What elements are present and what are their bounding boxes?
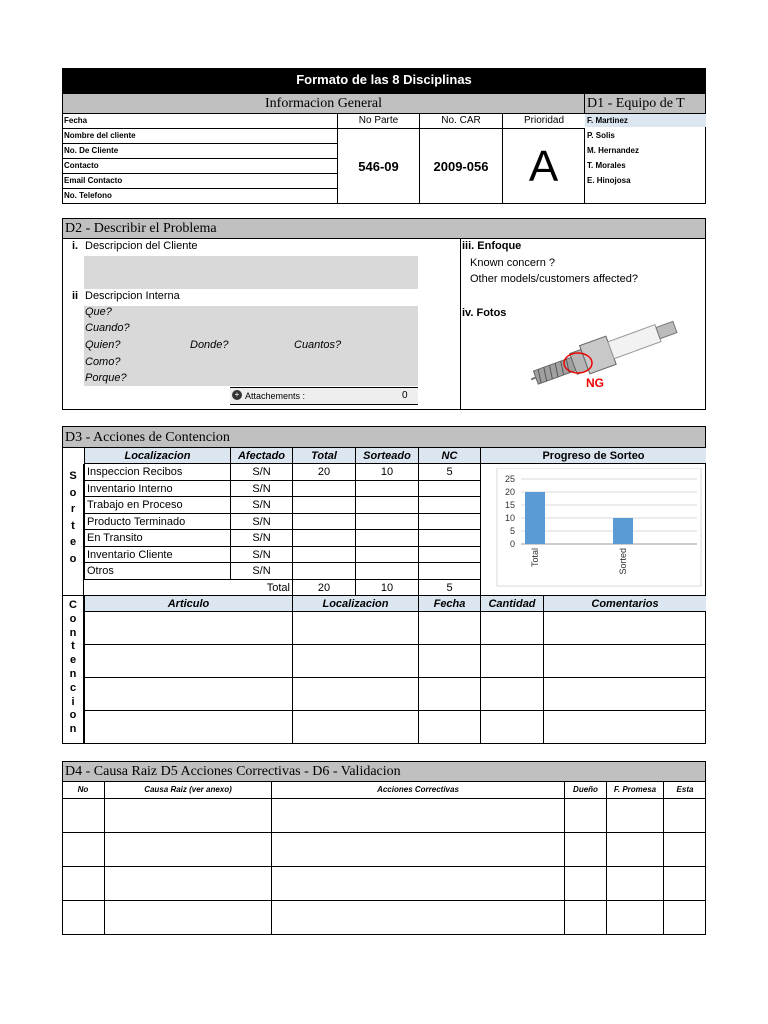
sort-cell[interactable] — [355, 547, 418, 564]
sort-vertical-label — [62, 464, 84, 596]
enfoque-q1: Known concern ? — [470, 257, 555, 269]
vertical-letter: e — [69, 536, 77, 548]
d4-cell[interactable] — [104, 867, 271, 901]
question-quien: Quien? — [85, 339, 121, 351]
sort-cell[interactable] — [355, 497, 418, 514]
d1-members — [585, 114, 706, 204]
contention-table — [62, 596, 706, 744]
sort-cell[interactable] — [418, 514, 480, 531]
d4-header: D4 - Causa Raiz D5 Acciones Correctivas - D6 - Validacion — [62, 761, 706, 782]
sort-progress-chart — [483, 468, 703, 588]
d4-col-header: No — [62, 782, 104, 799]
contention-cell[interactable] — [418, 711, 480, 744]
d4-cell[interactable] — [564, 901, 606, 935]
vertical-letter: n — [69, 626, 77, 639]
sort-col-header: NC — [418, 448, 480, 464]
sort-cell[interactable]: S/N — [230, 563, 292, 580]
contention-cell[interactable] — [418, 645, 480, 678]
general-field-label: Fecha — [62, 114, 337, 129]
sort-cell[interactable] — [355, 530, 418, 547]
d4-cell[interactable] — [271, 901, 564, 935]
priority-value: A — [502, 129, 585, 204]
d4-cell[interactable] — [564, 867, 606, 901]
contention-cell[interactable] — [418, 612, 480, 645]
sort-cell[interactable] — [292, 547, 355, 564]
sort-cell[interactable]: 20 — [292, 464, 355, 481]
contention-cell[interactable] — [543, 612, 706, 645]
question-porque: Porque? — [85, 372, 127, 384]
d2-i-num: i. — [72, 240, 79, 252]
sort-cell[interactable]: S/N — [230, 497, 292, 514]
vertical-letter: r — [70, 503, 76, 515]
contention-cell[interactable] — [84, 678, 292, 711]
sort-cell[interactable]: S/N — [230, 464, 292, 481]
d4-col-header: Dueño — [564, 782, 606, 799]
sort-col-header: Afectado — [230, 448, 292, 464]
chart-bar — [525, 492, 545, 544]
totals-label: Total — [266, 581, 290, 594]
vertical-letter: o — [69, 612, 77, 625]
sort-table — [62, 448, 706, 596]
car-label: No. CAR — [419, 114, 502, 129]
vertical-letter: n — [69, 667, 77, 680]
contention-cell[interactable] — [543, 678, 706, 711]
d4-cell[interactable] — [606, 799, 663, 833]
customer-description-box[interactable] — [84, 256, 418, 289]
sort-cell[interactable] — [418, 530, 480, 547]
contention-col-header: Fecha — [418, 596, 480, 612]
d4-cell[interactable] — [606, 901, 663, 935]
chart-bar — [613, 518, 633, 544]
d4-cell[interactable] — [271, 799, 564, 833]
part-value: 546-09 — [337, 129, 419, 204]
contention-vertical-label — [62, 596, 84, 744]
d4-cell[interactable] — [564, 799, 606, 833]
contention-cell[interactable] — [84, 612, 292, 645]
question-como: Como? — [85, 356, 121, 368]
vertical-letter: o — [69, 486, 77, 499]
sort-cell[interactable]: S/N — [230, 547, 292, 564]
d4-cell[interactable] — [663, 833, 706, 867]
question-cuantos: Cuantos? — [294, 339, 342, 351]
d4-col-header: Esta — [663, 782, 706, 799]
d2-ii-label: Descripcion Interna — [85, 290, 180, 302]
contention-col-header: Localizacion — [292, 596, 418, 612]
sort-col-header: Localizacion — [84, 448, 230, 464]
sort-row-location: Otros — [84, 563, 230, 580]
sort-cell[interactable] — [418, 547, 480, 564]
sort-row-location: Inventario Cliente — [84, 547, 230, 564]
sort-row-location: En Transito — [84, 530, 230, 547]
contention-cell[interactable] — [292, 678, 418, 711]
d4-cell[interactable] — [606, 867, 663, 901]
contention-cell[interactable] — [543, 711, 706, 744]
contention-cell[interactable] — [543, 645, 706, 678]
question-cuando: Cuando? — [85, 322, 130, 334]
contention-col-header: Cantidad — [480, 596, 543, 612]
vertical-letter: C — [69, 599, 77, 611]
general-field-label: No. Telefono — [64, 191, 112, 200]
contention-cell[interactable] — [480, 612, 543, 645]
sort-row-location: Inventario Interno — [84, 481, 230, 498]
internal-description-box[interactable] — [84, 306, 418, 386]
contention-cell[interactable] — [480, 678, 543, 711]
sort-cell[interactable] — [418, 481, 480, 498]
contention-cell[interactable] — [480, 645, 543, 678]
sort-cell[interactable] — [292, 530, 355, 547]
vertical-letter: c — [69, 681, 77, 694]
sort-cell[interactable] — [292, 514, 355, 531]
sort-cell[interactable] — [418, 497, 480, 514]
d2-header: D2 - Describir el Problema — [62, 218, 706, 239]
sort-col-header: Sorteado — [355, 448, 418, 464]
enfoque-q2: Other models/customers affected? — [470, 273, 638, 285]
d4-cell[interactable] — [104, 799, 271, 833]
d4-cell[interactable] — [663, 867, 706, 901]
totals-sorteado: 10 — [355, 580, 418, 596]
d4-cell[interactable] — [663, 901, 706, 935]
d4-cell[interactable] — [271, 867, 564, 901]
d4-col-header: F. Promesa — [606, 782, 663, 799]
d4-cell[interactable] — [564, 833, 606, 867]
totals-nc: 5 — [418, 580, 480, 596]
vertical-letter: o — [69, 552, 77, 565]
ng-tag: NG — [586, 376, 604, 390]
d1-member: E. Hinojosa — [587, 176, 631, 185]
d3-header: D3 - Acciones de Contencion — [62, 426, 706, 448]
part-label: No Parte — [337, 114, 419, 129]
d1-member: M. Hernandez — [587, 146, 640, 155]
d4-table — [62, 782, 706, 935]
d4-cell[interactable] — [104, 901, 271, 935]
vertical-letter: i — [71, 695, 75, 708]
vertical-letter: e — [69, 654, 77, 667]
d4-cell[interactable] — [62, 901, 104, 935]
attachments-count: 0 — [402, 390, 408, 401]
sort-row-location: Producto Terminado — [84, 514, 230, 531]
sort-cell[interactable]: 5 — [418, 464, 480, 481]
contention-cell[interactable] — [84, 645, 292, 678]
chart-x-label: Total — [530, 548, 540, 568]
d1-member: P. Solis — [587, 131, 615, 140]
contention-cell[interactable] — [292, 645, 418, 678]
sort-cell[interactable] — [355, 563, 418, 580]
plus-icon: + — [232, 390, 242, 400]
d4-cell[interactable] — [62, 867, 104, 901]
vertical-letter: t — [71, 519, 75, 532]
general-field-label: Nombre del cliente — [62, 129, 337, 144]
sort-row-location: Trabajo en Proceso — [84, 497, 230, 514]
d1-member: F. Martinez — [587, 116, 628, 125]
general-fields — [62, 114, 337, 204]
chart-y-tick: 25 — [504, 474, 515, 484]
contention-cell[interactable] — [292, 612, 418, 645]
vertical-letter: n — [69, 723, 77, 736]
contention-cell[interactable] — [292, 711, 418, 744]
sort-cell[interactable]: 10 — [355, 464, 418, 481]
vertical-letter: S — [69, 470, 77, 482]
chart-y-tick: 15 — [504, 500, 515, 510]
chart-y-tick: 5 — [509, 526, 515, 536]
car-value: 2009-056 — [419, 129, 502, 204]
sort-cell[interactable] — [355, 514, 418, 531]
contention-cell[interactable] — [418, 678, 480, 711]
general-field-label: No. De Cliente — [62, 144, 337, 159]
contention-col-header: Comentarios — [543, 596, 706, 612]
fotos-label: iv. Fotos — [462, 307, 507, 319]
d4-cell[interactable] — [606, 833, 663, 867]
general-field-label: Contacto — [62, 159, 337, 174]
d4-cell[interactable] — [663, 799, 706, 833]
chart-divider — [480, 464, 481, 596]
d4-cell[interactable] — [104, 833, 271, 867]
d2-i-label: Descripcion del Cliente — [85, 240, 198, 252]
attachments-row[interactable] — [230, 387, 418, 405]
priority-label: Prioridad — [502, 114, 585, 129]
sort-cell[interactable]: S/N — [230, 481, 292, 498]
sort-row-location: Inspeccion Recibos — [84, 464, 230, 481]
contention-cell[interactable] — [480, 711, 543, 744]
chart-y-tick: 20 — [504, 487, 515, 497]
enfoque-label: iii. Enfoque — [462, 240, 522, 252]
d1-member: T. Morales — [587, 161, 626, 170]
d2-ii-num: ii — [72, 290, 79, 302]
vertical-letter: t — [71, 640, 75, 653]
question-que: Que? — [85, 306, 112, 318]
d4-cell[interactable] — [62, 799, 104, 833]
chart-y-tick: 0 — [509, 539, 515, 549]
vertical-letter: o — [69, 709, 77, 722]
sort-cell[interactable] — [292, 497, 355, 514]
sort-cell[interactable] — [292, 481, 355, 498]
general-field-label: Email Contacto — [62, 174, 337, 189]
question-donde: Donde? — [190, 339, 229, 351]
chart-x-label: Sorted — [618, 548, 628, 575]
sort-cell[interactable] — [355, 481, 418, 498]
d4-cell[interactable] — [271, 833, 564, 867]
contention-col-header: Articulo — [84, 596, 292, 612]
chart-title: Progreso de Sorteo — [480, 448, 706, 464]
attachments-label: Attachements : — [245, 391, 306, 401]
sort-cell[interactable] — [418, 563, 480, 580]
sort-col-header: Total — [292, 448, 355, 464]
spark-plug-photo — [526, 311, 686, 391]
sort-cell[interactable]: S/N — [230, 514, 292, 531]
d4-col-header: Acciones Correctivas — [271, 782, 564, 799]
chart-y-tick: 10 — [504, 513, 515, 523]
d4-cell[interactable] — [62, 833, 104, 867]
sort-cell[interactable]: S/N — [230, 530, 292, 547]
totals-total: 20 — [292, 580, 355, 596]
sort-cell[interactable] — [292, 563, 355, 580]
general-header: Informacion General — [62, 93, 585, 114]
form-title: Formato de las 8 Disciplinas — [62, 68, 706, 93]
d4-col-header: Causa Raiz (ver anexo) — [104, 782, 271, 799]
contention-cell[interactable] — [84, 711, 292, 744]
d1-header: D1 - Equipo de T — [585, 93, 706, 114]
